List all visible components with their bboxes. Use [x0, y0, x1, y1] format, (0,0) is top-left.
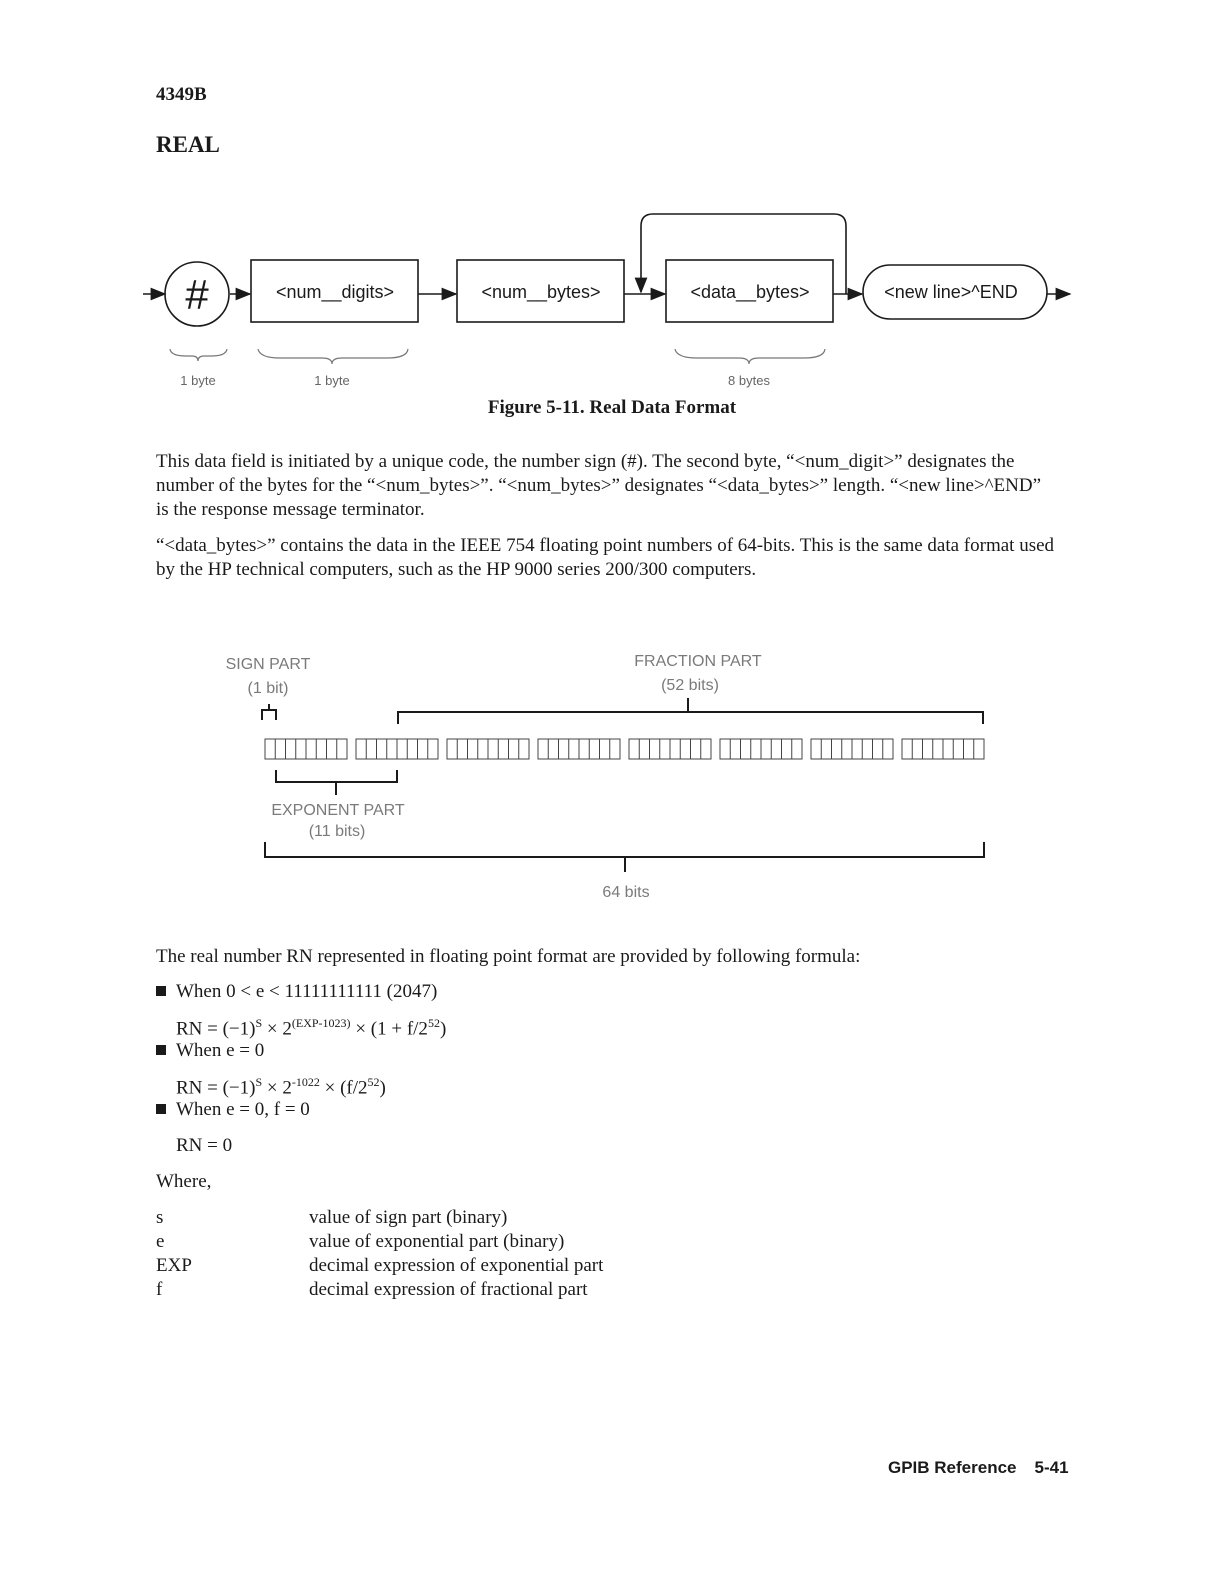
definition-term: s: [156, 1207, 164, 1228]
formula-1: [176, 1016, 446, 1040]
bullet-square: [156, 1045, 166, 1055]
bullet-square: [156, 986, 166, 996]
definition-term: e: [156, 1231, 165, 1252]
brace-label: 1 byte: [180, 373, 216, 388]
formula-text: × 2: [262, 1018, 292, 1040]
where-label: Where,: [156, 1171, 212, 1192]
case-condition: When e = 0: [176, 1040, 265, 1061]
definition-desc: value of exponential part (binary): [309, 1231, 565, 1252]
data-bytes-text: <data__bytes>: [690, 282, 810, 302]
fraction-bracket: [398, 712, 983, 724]
brace: [675, 349, 825, 364]
definition-desc: value of sign part (binary): [309, 1207, 508, 1228]
byte-cells: [265, 739, 984, 759]
case-bullet-1: [156, 981, 437, 1003]
brace: [258, 349, 408, 364]
definition-row: [156, 1278, 603, 1302]
total-bracket: [265, 842, 984, 857]
paragraph-intro: This data field is initiated by a unique code, the number sign (#). The second byte, “<num_digit>” designates the number of the bytes for the “<num_bytes>”. “<num_bytes>” designates “<data_bytes>” length. “<new line>^END” is the response message terminator.: [156, 451, 1042, 520]
syntax-diagram: [143, 214, 1070, 326]
page-footer: [888, 1458, 1069, 1478]
definition-term: f: [156, 1279, 163, 1300]
formula-sup: (EXP-1023): [291, 1016, 351, 1030]
definition-row: [156, 1230, 603, 1254]
formula-sup: -1022: [291, 1075, 320, 1089]
formula-text: ): [379, 1077, 386, 1099]
bit-brackets: [262, 698, 984, 872]
section-title: REAL: [156, 132, 220, 157]
formula-text: RN = (−1): [176, 1018, 256, 1040]
formula-sup: 52: [427, 1016, 440, 1030]
formula-2: [176, 1075, 386, 1099]
case-bullet-3: [156, 1099, 310, 1121]
case-condition: When e = 0, f = 0: [176, 1099, 310, 1120]
formula-text: × (1 + f/2: [350, 1018, 428, 1040]
terminator-text: <new line>^END: [884, 282, 1018, 302]
definition-term: EXP: [156, 1255, 192, 1276]
exponent-part-label: EXPONENT PART: [271, 802, 405, 819]
sign-bracket: [262, 710, 276, 720]
num-digits-text: <num__digits>: [275, 282, 395, 302]
sign-part-label: SIGN PART: [225, 656, 311, 673]
brace-label: 1 byte: [314, 373, 350, 388]
formula-text: × 2: [262, 1077, 292, 1099]
case-condition: When 0 < e < 11111111111 (2047): [176, 981, 438, 1002]
formula-text: RN = (−1): [176, 1077, 256, 1099]
brace-label: 8 bytes: [728, 373, 770, 388]
fraction-part-label: FRACTION PART: [634, 653, 762, 670]
definition-desc: decimal expression of exponential part: [309, 1255, 604, 1276]
byte-braces: [170, 349, 825, 364]
formula-sup: 52: [367, 1075, 380, 1089]
formula-text: ): [439, 1018, 447, 1040]
definitions-list: [156, 1206, 603, 1302]
formula-text: × (f/2: [319, 1077, 368, 1099]
model-number: 4349B: [156, 84, 207, 105]
case-bullet-2: [156, 1040, 264, 1062]
num-bytes-text: <num__bytes>: [481, 282, 601, 302]
formula-sup: S: [255, 1016, 263, 1030]
definition-desc: decimal expression of fractional part: [309, 1279, 588, 1300]
paragraph-ieee754: “<data_bytes>” contains the data in the IEEE 754 floating point numbers of 64-bits. This is the same data format used by the HP technical computers, such as the HP 9000 series 200/300 computers.: [156, 535, 1055, 580]
definition-row: [156, 1206, 603, 1230]
formula-intro: The real number RN represented in floating point format are provided by following formula:: [156, 946, 861, 967]
number-sign-text: #: [185, 271, 209, 318]
formula-sup: S: [255, 1075, 263, 1089]
formula-3: RN = 0: [176, 1135, 233, 1156]
sign-part-bits: (1 bit): [247, 680, 289, 697]
footer-page-number: 5-41: [1034, 1458, 1069, 1477]
footer-section: GPIB Reference: [888, 1458, 1017, 1477]
definition-row: [156, 1254, 603, 1278]
exponent-part-bits: (11 bits): [308, 823, 366, 840]
bullet-square: [156, 1104, 166, 1114]
figure-caption: Figure 5-11. Real Data Format: [487, 397, 737, 418]
total-bits-label: 64 bits: [602, 884, 650, 901]
exponent-bracket: [276, 770, 397, 782]
fraction-part-bits: (52 bits): [661, 677, 719, 694]
brace: [170, 349, 227, 361]
